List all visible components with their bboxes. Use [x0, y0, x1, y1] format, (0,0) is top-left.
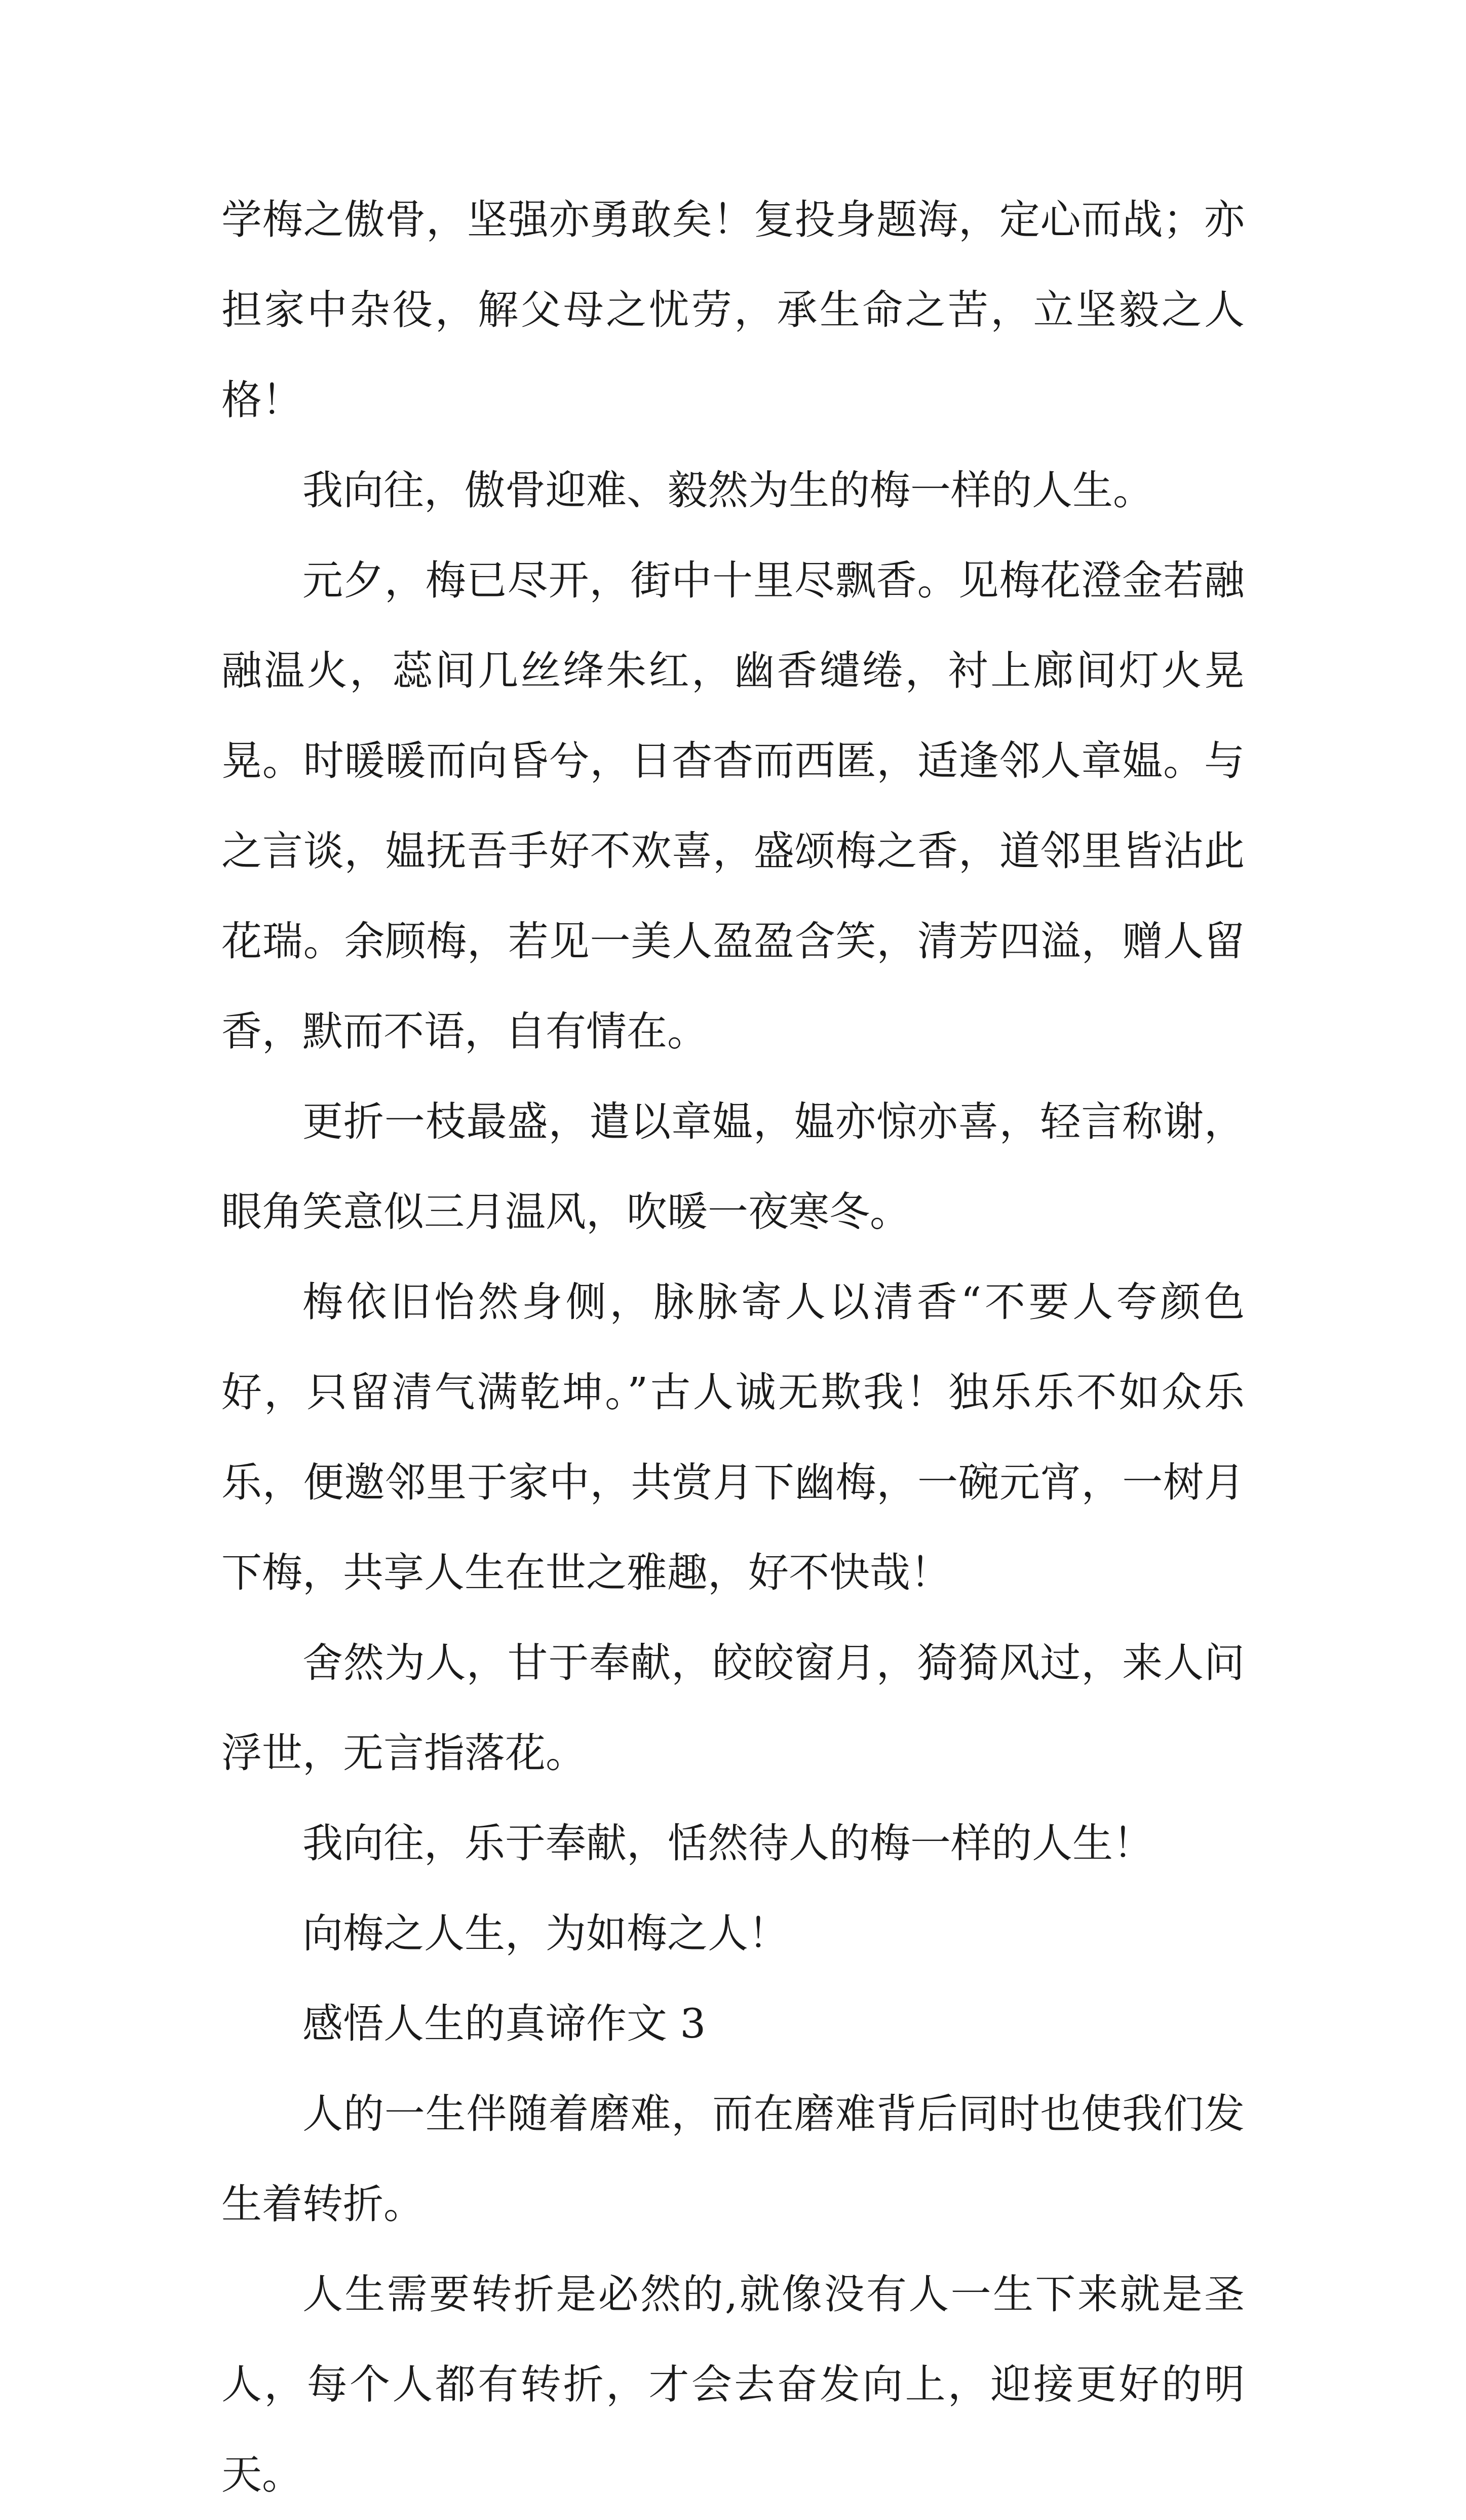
- paragraph: 人生需要转折是必然的,就像没有人一生下来就是圣人，每个人都有转折，才会去奋发向上，迎接更好的明天。: [221, 2271, 1245, 2498]
- paragraph: 元夕，梅已尽开，街中十里尽飘香。见梅花澄金若融融温火，蕊间几丝绛朱红，幽香缱绻，衬上廊间灯火晃晃。时暖暖而向昏兮，日杳杳而西匿，适逢邻人章媪。与之言谈，媪抚吾手好不欢喜，盛颂梅之香，道邻里皆沾此花瑞。余顾梅，若见一美人盈盈含笑，清芳四溢，赠人留香，默而不语，自有情在。: [221, 557, 1245, 1055]
- paragraph-continuation: 学梅之傲骨，坚强亦勇敢矣！复投身题海，定心而战；亦担家中杂役，解父母之忧劳，承生命之苦，立坚毅之人格！: [221, 196, 1245, 424]
- paragraph: 我向往，傲骨迎难、毅然为生的梅一样的人生。: [302, 467, 1153, 514]
- paragraph: 更折一枝最盛，遣以章媪，媪亦惊亦喜，轻言称谢，眼角笑意似三月温风，吹暖一夜寒冬。: [221, 1098, 1245, 1235]
- section-heading: 感悟人生的真谛作文 3: [302, 2000, 706, 2047]
- paragraph: 向梅之人生，为如梅之人！: [302, 1910, 789, 1957]
- document-body: [221, 175, 1245, 2520]
- paragraph: 舍然为人，甘于奉献，皎皎窗月，猗猗风过，来人问浮世，无言指落花。: [221, 1639, 1245, 1777]
- paragraph: 人的一生伴随着磨难，而在磨难背后同时也使我们发生着转折。: [221, 2090, 1245, 2228]
- paragraph: 我向往，乐于奉献，恬然待人的梅一样的人生！: [302, 1820, 1153, 1867]
- paragraph: 梅依旧怡然身侧，脉脉寄人以清香“不要人夸颜色好，只留清气满乾坤。”古人诚无欺我！独乐乐不如众乐乐，便邀邻里于家中，共赏月下幽梅，一碗元宵，一树月下梅，共享人生在世之雅趣，好不快哉！: [221, 1278, 1245, 1596]
